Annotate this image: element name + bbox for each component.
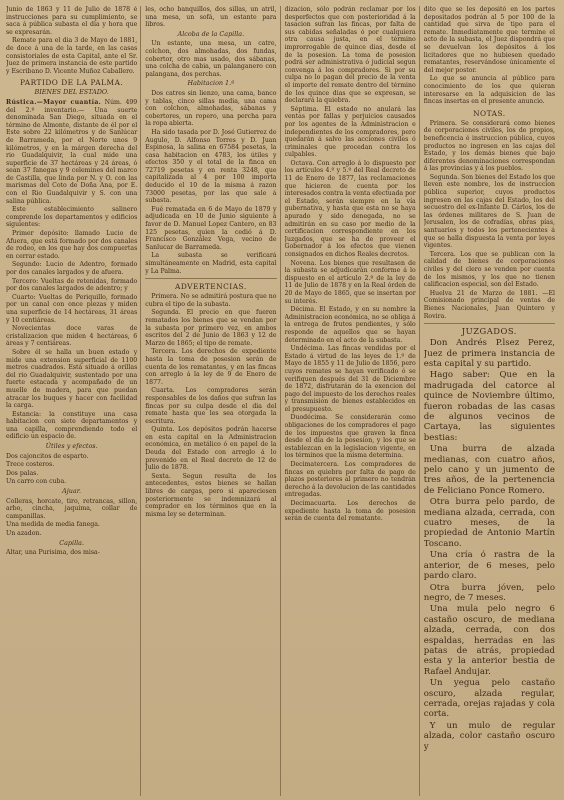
- paragraph: Sexta. Segun resulta de los antecedentes, estos bienes se hallan libres de cargas, pero si apareciesen posteriormente se indemnizará al comprador en los términos que en la misma ley se determinan.: [145, 472, 277, 518]
- paragraph-text: Núm. 499 del 2.º inventario.— Una suerte denominada San Diego, situada en el término de Almonte, distante de él por el Este sobre 22 kilómetros y de Sanlúcar de Barrameda, por el Norte unos 9 kilómetros, y en la márgen derecha del rio Guadalquivir, la cual mide una superficie de 37 hectáreas y 24 áreas, ó sean 37 fanegas y 9 celemines del marco de Castilla, que linda por N. y O. con las marismas del Coto de Doña Ana, por E. con el Rio Guadalquivir y S. con una salina pública.: [6, 98, 138, 205]
- paragraph: Una mula pelo negro 6 castaño oscuro, de mediana alzada, cerrada, con dos espaldas, herradas en las patas de atrás, propiedad esta y la anterior bestia de Rafael Andujar.: [423, 604, 555, 677]
- paragraph: Una cría ó rastra de la anterior, de 6 meses, pelo pardo claro.: [423, 550, 555, 582]
- paragraph: Remate para el dia 3 de Mayo de 1881, de doce á una de la tarde, en las casas consistoriales de esta Capital, ante el Sr. Juez de primera instancia de este partido y Escribano D. Vicente Muñoz Caballero.: [6, 37, 138, 75]
- paragraph: Dos cajoncitos de esparto.: [6, 452, 89, 460]
- subsection-heading: Útiles y efectos.: [45, 442, 98, 451]
- paragraph: dito que se les depositó en los partes depositados podrán al 5 por 100 de la cantidad que sirva de tipo para el remate. Inmediatamente que termine el acto de la subasta, el Juez dispondrá que se devuelvan los depósitos á los licitadores que no hubiesen quedado rematantes, reservándose únicamente el del mejor postor.: [423, 6, 555, 74]
- column-4: [424, 6, 558, 796]
- paragraph: Fué rematada en 6 de Mayo de 1879 y adjudicada en 10 de Junio siguiente á favor de D. Manuel Lopez Cantero, en 83 125 pesetas, quien la cedió á D. Francisco González Vega, vecino de Sanlucar de Barrameda.: [145, 205, 277, 251]
- paragraph: Decimacuarta. Los derechos de expediente hasta la toma de posesion serán de cuenta del rematante.: [284, 500, 416, 523]
- paragraph: La subasta se verificará simultáneamente en Madrid, esta capital y La Palma.: [145, 252, 277, 275]
- paragraph: Junio de 1863 y 11 de Julio de 1878 é instrucciones para su cumplimiento, se saca á pública subasta el dia y hora que se expresarán.: [6, 6, 138, 36]
- paragraph: Décima. El Estado, y en su nombre la Administracion económica, no se obliga á la entrega de frutos pendientes, y sólo responde de aquellos que se hayan determinado en el acto de la subasta.: [284, 306, 416, 344]
- subsection-heading: BIENES DEL ESTADO.: [34, 88, 109, 97]
- paragraph: Tercera. Los que se publican con la calidad de bienes de corporaciones civiles y del clero se venden por cuenta de los mismos, y los que no tienen calificacion especial, son del Estado.: [423, 250, 555, 289]
- paragraph: Decimatercera. Los compradores de fincas en quiebra por falta de pago de plazos posteriores al primero no tendrán derecho á la devolucion de las cantidades entregadas.: [284, 461, 416, 499]
- paragraph: Primera. No se admitirá postura que no cubra el tipo de la subasta.: [145, 293, 277, 308]
- paragraph: Cuarto: Vueltas de Periquillo, formado por un canal con once piezas y miden una superficie de 14 hectáreas, 31 áreas y 10 centiáreas.: [6, 293, 138, 324]
- paragraph: Octava. Con arreglo á lo dispuesto por los artículos 4.º y 5.º del Real decreto de 11 de Enero de 1877, las reclamaciones que hicieren de cuenta por los interesados contra la venta efectuada por el Estado, serán siempre en la vía gubernativa, y hasta que esta no se haya apurado y sido denegada, no se admitirán en su caso por medio de la certificacion correspondiente en los Juzgados, que se ha de proveer el Gobernador á los efectos que vienen consignados en dichos Reales decretos.: [284, 159, 416, 258]
- column-3: [285, 6, 420, 796]
- paragraph: Segunda. El precio en que fueren rematados los bienes que se vendan por la subasta por primero vez, en ambos escritos del 2 de Junio de 1863 y 12 de Marzo de 1865; el tipo de remate.: [145, 309, 277, 347]
- paragraph: Un carro con cuba.: [6, 478, 67, 486]
- paragraph: Primer depósito: llamado Lucio de Afuera, que está formado por dos canales de rodeo, en los que hay dos compuertas en cerrar estado.: [6, 230, 138, 260]
- section-divider: [424, 323, 555, 324]
- paragraph: Dos palas.: [6, 469, 39, 477]
- subsection-heading: Alcoba de la Capilla.: [177, 29, 245, 38]
- section-heading: JUZGADOS.: [461, 326, 517, 337]
- section-heading: PARTIDO DE LA PALMA.: [19, 78, 124, 88]
- paragraph: Un estante, una mesa, un catre, colchon, dos almohadas, dos fundas, cobertor, otro mas usado, dos sábanas, una colcha de cabia, un palanganero con palangana, dos perchas.: [145, 40, 277, 78]
- paragraph: Primera. Se considerará como bienes de corporaciones civiles, los de propios, beneficencia é instruccion pública, cuyos productos no ingresen en las cajas del Estado, y los demás bienes que bajo diferentes denominaciones correspondan á las provincias y á los pueblos.: [423, 119, 555, 173]
- column-1: [6, 6, 141, 796]
- paragraph: Novecientas doce varas de cristalizacion que miden 4 hectáreas, 6 áreas y 7 centiáreas.: [6, 325, 138, 348]
- paragraph: Dos catres sin lienzo, una cama, banco y tablas, cinco sillas media, una cama con colchon, almohadas, sábanas y cobertores, un ropero, una percha para la ropa abierta.: [145, 89, 277, 128]
- paragraph: Quinta. Los depósitos podrán hacerse en esta capital en la Administracion económica, en metálico ó en papel de la Deuda del Estado con arreglo á lo prevenido en el Real decreto de 12 de Julio de 1878.: [145, 426, 277, 472]
- paragraph: Estancia: la constituye una casa habitacion con siete departamentos y una capilla, comprendiendo todo el edificio un espacio de.: [6, 410, 138, 441]
- paragraph: Undécima. Las fincas vendidas por el Estado á virtud de las leyes de 1.º de Mayo de 1855 y 11 de Julio de 1856, pero cuyos remates se hayan verificado ó se verifiquen después del 31 de Diciembre de 1872, disfrutarán de la exencion del pago del impuesto de los derechos reales y transmision de bienes establecidos en el presupuesto.: [284, 345, 416, 413]
- paragraph: Trece costeros.: [6, 461, 55, 469]
- paragraph: Este establecimiento salinero comprende los departamentos y edificios siguientes:: [6, 206, 138, 229]
- subsection-heading: Habitacion 1.ª: [187, 79, 235, 88]
- paragraph: Segundo: Lucio de Adentro, formado por dos canales largados y de afuera.: [6, 261, 138, 276]
- paragraph: Y un mulo de regular alzada, color castaño oscuro y: [423, 720, 555, 752]
- paragraph: Colleras, horcate, tiro, retrancas, sillon, arbo, cincha, jaquima, collar de campanillas.: [6, 497, 138, 520]
- paragraph: les, ocho banquillos, dos sillas, un atril, una mesa, un sofá, un estante para libros.: [145, 6, 277, 29]
- paragraph: Ha sido tasada por D. José Gutierrez de Augulo, D. Alfonso Torres y D. Juan Espinosa, la salina en 67584 pesetas, la casa habitacion en 4783, los útiles y efectos 350 y el total de la finca en 72719 pesetas y en renta 3248, que capitalizada al 4 por 100 importa deducido el 10 de la misma á razon 73000 pesetas, por las que sale á subasta.: [145, 128, 277, 205]
- paragraph: Otra burra pelo pardo, de mediana alzada, cerrada, con cuatro meses, de la propiedad de Antonio Martín Toscano.: [423, 497, 555, 549]
- paragraph: Hago saber: Que en la madrugada del catorce al quince de Noviembre último, fueron robadas de las casas de algunos vecinos de Cartaya, las siguientes bestias:: [423, 370, 555, 443]
- paragraph: Cuarta. Los compradores serán responsables de los daños que sufran las fincas por su culpa desde el dia del remate hasta que les sea otorgada la escritura.: [145, 387, 277, 425]
- paragraph: Una medida de media fanega.: [6, 521, 100, 529]
- section-divider: [145, 278, 276, 279]
- subsection-heading: Capilla.: [59, 538, 84, 547]
- paragraph: Altar, una Purisima, dos misa-: [6, 549, 100, 557]
- paragraph: Novena. Los bienes que resultasen de la subasta se adjudicarán conforme á lo dispuesto en el artículo 2.º de la ley de 11 de Julio de 1878 y en la Real órden de 20 de Mayo de 1865, que se insertan por su interés.: [284, 259, 416, 305]
- section-heading: ADVERTENCIAS.: [175, 282, 247, 292]
- paragraph: Tercero: Vueltas de retenidas, formado por dos canales largados de adentro; y: [6, 277, 138, 293]
- paragraph: Don Andrés P.lsez Perez, Juez de primera instancia de esta capital y su partido.: [423, 338, 555, 369]
- paragraph: Séptima. El estado no anulará las ventas por fallas y perjuicios causados por los agentes de la Administracion e independientes de los compradores, pero quedarán á salvo las acciones civiles ó criminales que procedan contra los culpables.: [284, 105, 416, 159]
- paragraph: Otra burra jóven, pelo negro, de 7 meses.: [423, 582, 555, 603]
- paragraph: Tercera. Los derechos de expediente hasta la toma de posesion serán de cuenta de los rematantes, y en las fincas con arreglo á la ley de 9 de Enero de 1877.: [145, 348, 277, 386]
- paragraph: [6, 99, 137, 205]
- column-2: [145, 6, 280, 796]
- section-heading: NOTAS.: [473, 108, 506, 118]
- paragraph: Duodécima. Se considerarán como obligaciones de los compradores el pago de los impuestos que graven la finca desde el dia de la posesion, y los que se establezcan en la legislacion vigente, en los términos que la misma determina.: [284, 414, 416, 460]
- paragraph: dizacion, sólo podrán reclamar por los desperfectos que con posterioridad á la tasacion sufran las fincas, por falta de sus cabidas señaladas ó por cualquiera otra causa justa, en el término improrrogable de quince dias, desde el de la posesion. La toma de posesion podrá ser administrativa ó judicial segun convenga á los compradores. Si por su culpa no lo pagan del precio de la venta el importe del remate dentro del término de los quince dias que se expresan, se declarará la quiebra.: [284, 6, 416, 105]
- paragraph: Un yegua pelo castaño oscuro, alzada regular, cerrada, orejas rajadas y cola corta.: [423, 678, 555, 720]
- subsection-heading: Ajuar.: [62, 487, 82, 496]
- paragraph: Huelva 21 de Marzo de 1881. —El Comisionado principal de ventas de Bienes Nacionales, Juan Quintero y Rovira.: [423, 289, 555, 320]
- paragraph: Un azadon.: [6, 530, 42, 537]
- paragraph: Una burra de alzada medianas, con cuatro años, pelo cano y un jumento de tres años, de la pertenencia de Feliciano Ponce Romero.: [423, 444, 555, 496]
- paragraph: Lo que se anuncia al público para conocimiento de los que quieran interesarse en la adquisicion de las fincas insertas en el presente anuncio.: [423, 75, 555, 106]
- paragraph: Segunda. Son bienes del Estado los que lleven este nombre, los de instruccion pública superior, cuyos productos ingresen en las cajas del Estado, los del secuestro del ex-Infante D. Cárlos, los de las órdenes militares de S. Juan de Jerusalen, los de cofradías, obras pías, santuarios y todos los pertenecientes á que se halla dispuesta la venta por leyes vigentes.: [423, 173, 556, 250]
- paragraph: Sobre él se halla un buen estado y mide una extension superficial de 1100 metros cuadrados. Está situado á orillas del rio Guadalquivir, sustentado por una fuerte estacada y acompañado de un muelle de madera, para que puedan atracar los buques y hacer con facilidad la carga.: [6, 348, 138, 410]
- bold-lead-text: Rústica.—Mayor cuantía.: [6, 98, 102, 106]
